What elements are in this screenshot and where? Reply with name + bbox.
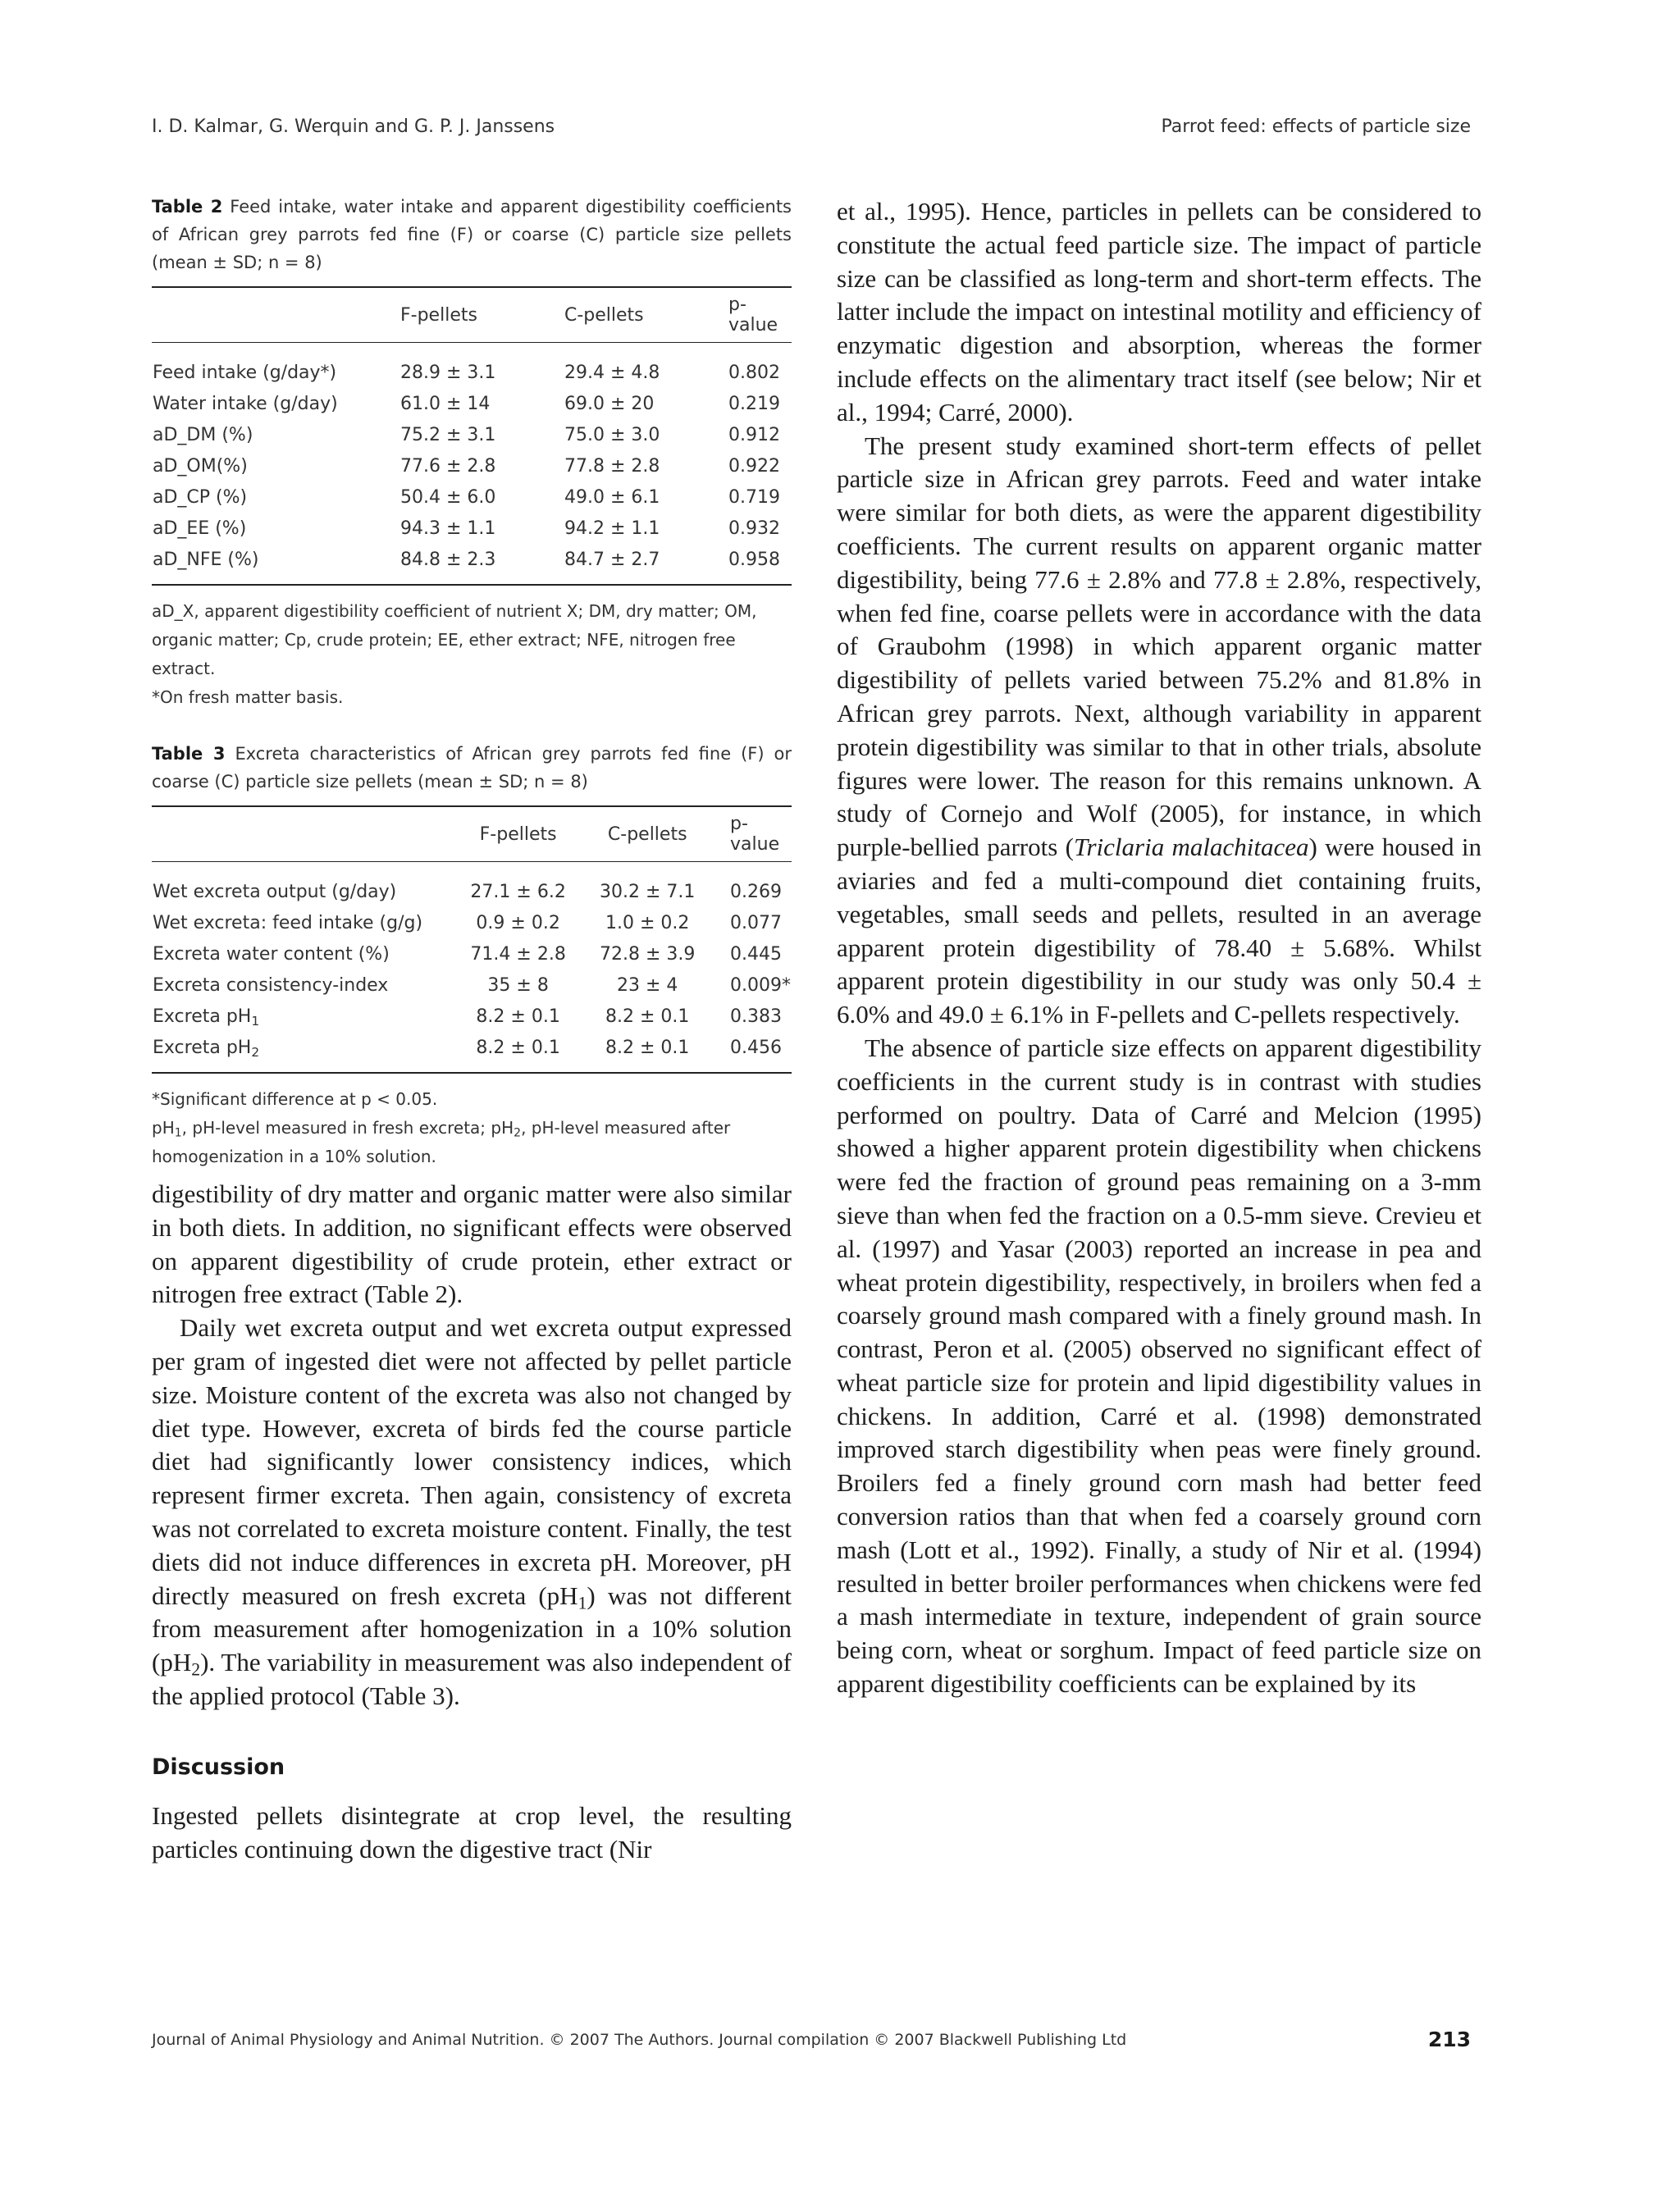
table3-cell: 0.445 (730, 943, 782, 965)
table3-cell: Wet excreta output (g/day) (153, 881, 397, 902)
section-heading-discussion: Discussion (152, 1754, 285, 1780)
table3-header-row (152, 806, 792, 862)
table3-cell: Excreta water content (%) (153, 943, 390, 965)
table3-header-cell: p-value (712, 806, 792, 862)
table2-cell: 0.922 (728, 455, 780, 477)
table2-cell: aD_OM(%) (153, 455, 248, 477)
table3-cell: 71.4 ± 2.8 (470, 943, 566, 965)
table2-row (152, 343, 792, 389)
table2-note-fresh-matter: *On fresh matter basis. (152, 687, 344, 707)
table2-header-cell (152, 287, 399, 343)
table3-label: Table 3 (152, 744, 226, 764)
table3-cell: 8.2 ± 0.1 (605, 1006, 690, 1027)
table2-row (152, 388, 792, 419)
table3-row (152, 1001, 792, 1032)
body-paragraph: Ingested pellets disintegrate at crop level, the resulting particles continuing down the digestive tract (Nir (152, 1800, 792, 1864)
table2-cell: 0.932 (728, 518, 780, 539)
table2-cell: 77.8 ± 2.8 (564, 455, 660, 477)
table2-cell: 69.0 ± 20 (564, 393, 655, 414)
table3-cell: 8.2 ± 0.1 (454, 1032, 583, 1073)
table2-label: Table 2 (152, 197, 223, 217)
table3-cell: Excreta consistency-index (153, 974, 389, 996)
table3-cell: 0.456 (712, 1032, 792, 1073)
table2-cell: 0.912 (728, 424, 780, 445)
table2-header-row (152, 287, 792, 343)
body-paragraph: digestibility of dry matter and organic matter were also similar in both diets. In addition, no significant effects were observed on apparent digestibility of crude protein, ether extract or nitrogen free extract (Table 2). (152, 1179, 792, 1309)
table2-row (152, 450, 792, 481)
table3-caption-text: Excreta characteristics of African grey parrots fed fine (F) or coarse (C) particle size pellets (mean ± SD; n = 8) (152, 744, 792, 792)
table2-header-cell: p-value (728, 287, 792, 343)
table3-cell: Excreta $pH_2$ (152, 1032, 454, 1073)
table3-cell: 23 ± 4 (617, 974, 678, 996)
journal-line: Journal of Animal Physiology and Animal Nutrition. © 2007 The Authors. Journal compilation © 2007 Blackwell Publishing Ltd (152, 2031, 1127, 2049)
species-name: Triclaria malachitacea (1073, 833, 1309, 862)
table2-cell: 77.6 ± 2.8 (400, 455, 496, 477)
table2-caption-text: Feed intake, water intake and apparent digestibility coefficients of African grey parrots fed fine (F) or coarse (C) particle size pellets (mean ± SD; n = 8) (152, 197, 792, 272)
running-head-authors: I. D. Kalmar, G. Werquin and G. P. J. Janssens (152, 116, 555, 137)
table3-cell: 8.2 ± 0.1 (476, 1006, 560, 1027)
table2-cell: 84.8 ± 2.3 (399, 544, 564, 585)
table2-note-abbrev: aD_X, apparent digestibility coefficient of nutrient X; DM, dry matter; OM, organic matter; Cp, crude protein; EE, ether extract; NFE, nitrogen free extract. (152, 601, 757, 678)
page-number: 213 (1427, 2028, 1471, 2051)
table3-cell: 0.269 (730, 881, 782, 902)
running-head-title: Parrot feed: effects of particle size (1161, 116, 1471, 137)
table3-note-ph: $pH_1$, pH-level measured in fresh excreta; $pH_2$, pH-level measured after homogenization in a 10% solution. (152, 1118, 731, 1166)
left-column (152, 193, 792, 1866)
table2-cell: 0.219 (728, 393, 780, 414)
table2-row (152, 481, 792, 513)
table2-caption (152, 193, 792, 276)
table3-cell: 27.1 ± 6.2 (470, 881, 566, 902)
table2-cell: 28.9 ± 3.1 (400, 362, 496, 383)
table2-row (152, 544, 792, 585)
table2-cell: 0.802 (728, 362, 780, 383)
table3-row (152, 1032, 792, 1073)
body-paragraph: et al., 1995). Hence, particles in pellets can be considered to constitute the actual feed particle size. The impact of particle size can be classified as long-term and short-term effects. The latter include the impact on intestinal motility and efficiency of enzymatic digestion and absorption, whereas the former include effects on the alimentary tract itself (see below; Nir et al., 1994; Carré, 2000). (837, 197, 1481, 427)
page-footer (152, 2028, 1471, 2051)
table3-header-cell: F-pellets (454, 806, 583, 862)
table3-cell: 8.2 ± 0.1 (582, 1032, 712, 1073)
table3-cell: 0.9 ± 0.2 (476, 912, 560, 933)
table3-cell: 30.2 ± 7.1 (600, 881, 696, 902)
table2-row (152, 419, 792, 450)
table2-cell: 94.3 ± 1.1 (400, 518, 496, 539)
table2-cell: 49.0 ± 6.1 (564, 486, 660, 508)
table3 (152, 805, 792, 1074)
right-column (837, 195, 1481, 1701)
table3-cell: 72.8 ± 3.9 (600, 943, 696, 965)
body-paragraph: The present study examined short-term effects of pellet particle size in African grey parrots. Feed and water intake were similar for both diets, as were the apparent digestibility coefficients. The current results on apparent organic matter digestibility, being 77.6 ± 2.8% and 77.8 ± 2.8%, respectively, when fed fine, coarse pellets were in accordance with the data of Graubohm (1998) in which apparent organic matter digestibility of pellets varied between 75.2% and 81.8% in African grey parrots. Next, although variability in apparent protein digestibility was similar to that in other trials, absolute figures were lower. The reason for this remains unknown. A study of Cornejo and Wolf (2005), for instance, in which purple-bellied parrots (Triclaria malachitacea) were housed in aviaries and fed a multi-compound diet containing fruits, vegetables, small seeds and pellets, resulted in an average apparent protein digestibility of 78.40 ± 5.68%. Whilst apparent protein digestibility in our study was only 50.4 ± 6.0% and 49.0 ± 6.1% in F-pellets and C-pellets respectively. (837, 431, 1481, 1029)
table3-header-cell: C-pellets (582, 806, 712, 862)
table2-cell: aD_NFE (%) (152, 544, 399, 585)
table3-cell: Wet excreta: feed intake (g/g) (153, 912, 423, 933)
table3-row (152, 969, 792, 1001)
table3-cell: 0.009* (730, 974, 791, 996)
table3-cell: 1.0 ± 0.2 (605, 912, 690, 933)
table2-header-cell: F-pellets (399, 287, 564, 343)
table2-cell: 61.0 ± 14 (400, 393, 491, 414)
table2-header-cell: C-pellets (564, 287, 728, 343)
body-paragraph: The absence of particle size effects on apparent digestibility coefficients in the current study is in contrast with studies performed on poultry. Data of Carré and Melcion (1995) showed a higher apparent protein digestibility when chickens were fed the fraction of ground peas remaining on a 3-mm sieve than when fed the fraction on a 0.5-mm sieve. Crevieu et al. (1997) and Yasar (2003) reported an increase in pea and wheat protein digestibility, respectively, in broilers when fed a coarsely ground mash compared with a finely ground mash. In contrast, Peron et al. (2005) observed no significant effect of wheat particle size for protein and lipid digestibility values in chickens. In addition, Carré et al. (1998) demonstrated improved starch digestibility when peas were finely ground. Broilers fed a finely ground corn mash had better feed conversion ratios than that when fed a coarsely ground corn mash (Lott et al., 1992). Finally, a study of Nir et al. (1994) resulted in better broiler performances when chickens were fed a mash intermediate in texture, independent of grain source being corn, wheat or sorghum. Impact of feed particle size on apparent digestibility coefficients can be explained by its (837, 1033, 1481, 1699)
table3-row (152, 938, 792, 969)
table2-cell: 0.958 (728, 544, 792, 585)
table2-cell: 0.719 (728, 486, 780, 508)
table2-cell: 50.4 ± 6.0 (400, 486, 496, 508)
table2-cell: 94.2 ± 1.1 (564, 518, 660, 539)
table3-cell: 0.383 (730, 1006, 782, 1027)
table2 (152, 286, 792, 586)
table2-cell: aD_CP (%) (153, 486, 248, 508)
table3-cell: 35 ± 8 (487, 974, 549, 996)
table3-cell: 0.077 (730, 912, 782, 933)
table3-row (152, 907, 792, 938)
table2-cell: 84.7 ± 2.7 (564, 544, 728, 585)
table3-note-significance: *Significant difference at p < 0.05. (152, 1089, 438, 1109)
table2-cell: Water intake (g/day) (153, 393, 338, 414)
table2-cell: aD_EE (%) (153, 518, 247, 539)
table3-row (152, 862, 792, 908)
table2-cell: 75.0 ± 3.0 (564, 424, 660, 445)
body-paragraph: Daily wet excreta output and wet excreta output expressed per gram of ingested diet were not affected by pellet particle size. Moisture content of the excreta was also not changed by diet type. However, excreta of birds fed the course particle diet had significantly lower consistency indices, which represent firmer excreta. Then again, consistency of excreta was not correlated to excreta moisture content. Finally, the test diets did not induce differences in excreta pH. Moreover, pH directly measured on fresh excreta $(pH_1)$ was not different from measurement after homogenization in a 10% solution $(pH_2)$. The variability in measurement was also independent of the applied protocol (Table 3). (152, 1313, 792, 1710)
table2-cell: Feed intake (g/day*) (153, 362, 337, 383)
table3-cell: Excreta $pH_1$ (153, 1006, 260, 1029)
table2-row (152, 513, 792, 544)
table3-header-cell (152, 806, 454, 862)
table3-caption (152, 740, 792, 796)
table2-cell: 75.2 ± 3.1 (400, 424, 496, 445)
table2-cell: 29.4 ± 4.8 (564, 362, 660, 383)
table2-cell: aD_DM (%) (153, 424, 253, 445)
